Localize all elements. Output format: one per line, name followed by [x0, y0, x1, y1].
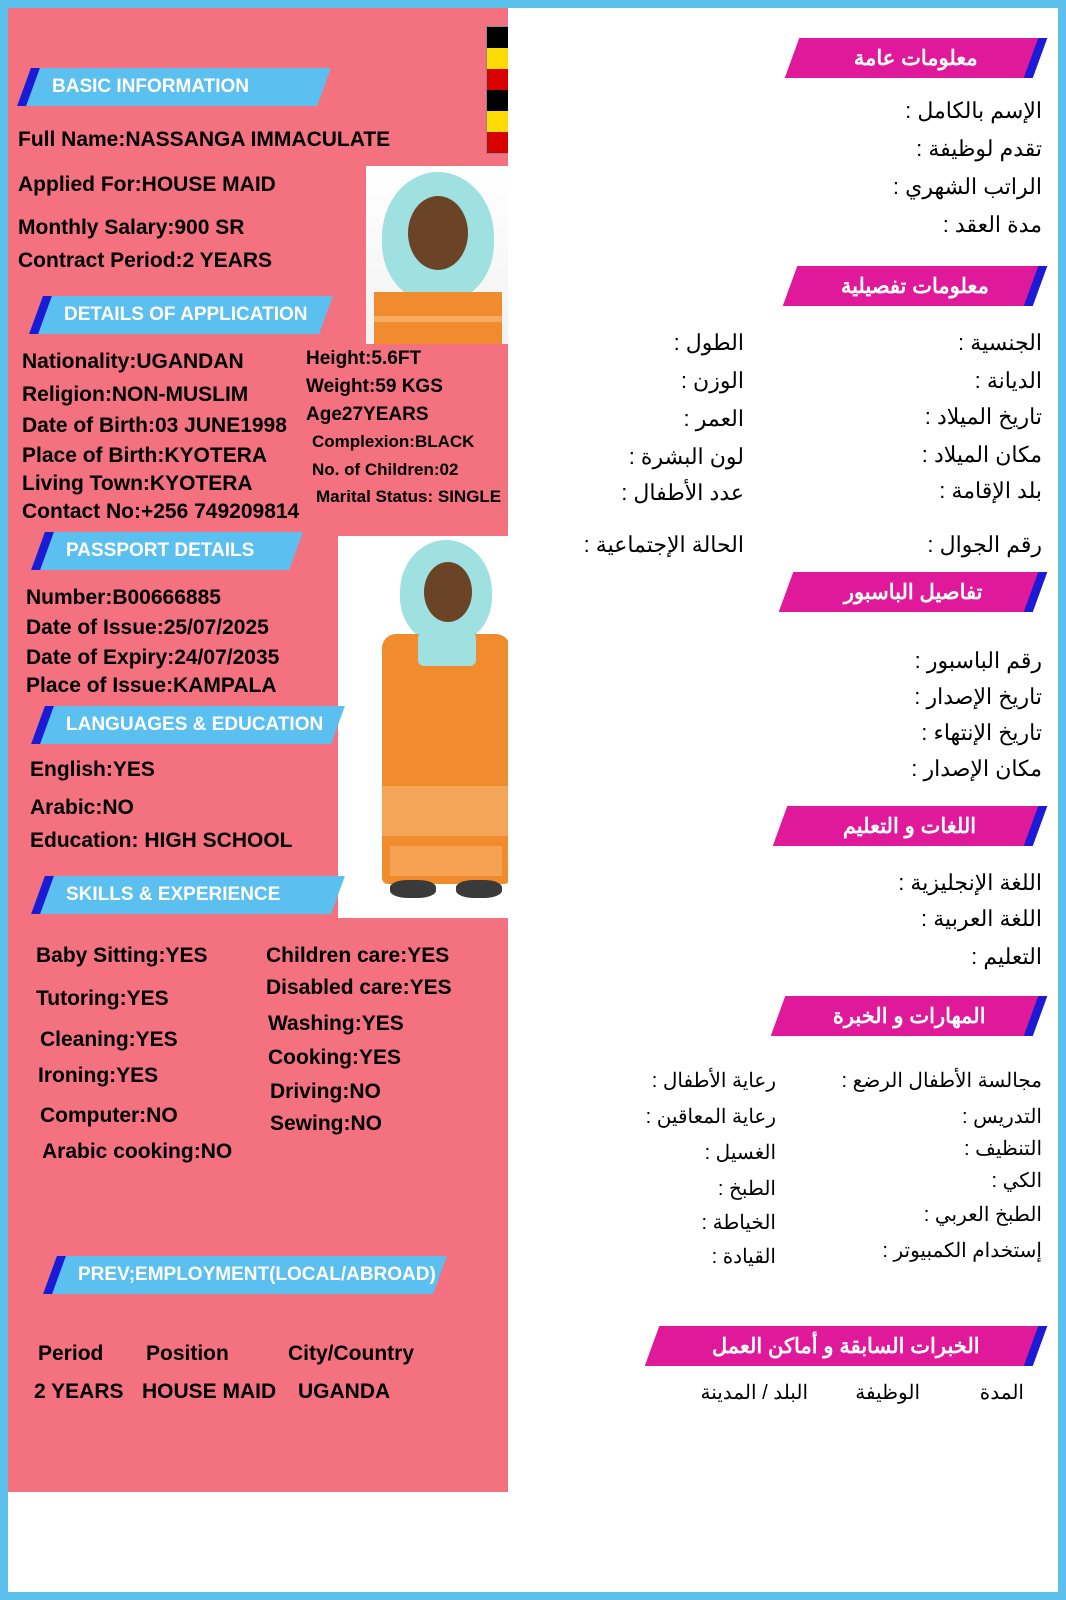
field-children: No. of Children:02	[312, 460, 459, 479]
field-passport-expiry-date: Date of Expiry:24/07/2035	[26, 646, 280, 669]
ar-skill-sewing: الخياطة :	[701, 1212, 776, 1234]
ar-skill-tutoring: التدريس :	[961, 1106, 1042, 1128]
field-education: Education: HIGH SCHOOL	[30, 829, 293, 852]
field-date-of-birth: Date of Birth:03 JUNE1998	[22, 414, 287, 437]
field-age: Age27YEARS	[306, 404, 429, 425]
employment-cell-city-country: UGANDA	[298, 1380, 391, 1403]
skill-baby-sitting: Baby Sitting:YES	[36, 944, 208, 967]
ar-label-complexion: لون البشرة :	[628, 444, 744, 469]
ar-label-pob: مكان الميلاد :	[921, 442, 1042, 467]
skill-washing: Washing:YES	[268, 1012, 404, 1035]
ar-label-children: عدد الأطفال :	[621, 480, 744, 505]
banner-accent-bar	[1024, 996, 1048, 1036]
field-monthly-salary: Monthly Salary:900 SR	[18, 216, 245, 239]
field-full-name: Full Name:NASSANGA IMMACULATE	[18, 128, 391, 151]
ar-skill-children-care: رعاية الأطفال :	[651, 1070, 776, 1092]
bottom-white-band	[8, 1492, 1058, 1592]
ar-banner-label-passport: تفاصيل الباسبور	[843, 580, 983, 604]
banner-label-languages-education: LANGUAGES & EDUCATION	[66, 714, 324, 735]
employment-cell-position: HOUSE MAID	[142, 1380, 277, 1403]
employment-header-period: Period	[38, 1342, 104, 1365]
field-passport-issue-date: Date of Issue:25/07/2025	[26, 616, 269, 639]
ar-employment-header-position: الوظيفة	[855, 1382, 920, 1404]
ar-banner-languages	[773, 806, 1048, 846]
banner-label-basic-information: BASIC INFORMATION	[52, 76, 250, 97]
banner-accent-bar	[1024, 806, 1048, 846]
cv-page	[8, 8, 1058, 1592]
ar-skill-washing: الغسيل :	[704, 1142, 776, 1164]
banner-basic-information	[17, 68, 331, 106]
ar-banner-general	[785, 38, 1048, 78]
ar-label-residence: بلد الإقامة :	[939, 478, 1042, 503]
field-weight: Weight:59 KGS	[306, 376, 443, 397]
ar-skill-computer: إستخدام الكمبيوتر :	[882, 1240, 1042, 1262]
skill-tutoring: Tutoring:YES	[36, 987, 169, 1010]
field-arabic: Arabic:NO	[30, 796, 134, 819]
skill-children-care: Children care:YES	[266, 944, 450, 967]
ar-banner-label-skills: المهارات و الخبرة	[832, 1004, 986, 1028]
ar-employment-header-city-country: البلد / المدينة	[700, 1382, 808, 1404]
ar-label-applied-for: تقدم لوظيفة :	[916, 136, 1042, 161]
banner-label-passport-details: PASSPORT DETAILS	[66, 540, 255, 561]
ar-label-age: العمر :	[683, 406, 744, 431]
banner-accent-bar	[1024, 266, 1048, 306]
employment-header-position: Position	[146, 1342, 229, 1365]
ar-skill-babysitting: مجالسة الأطفال الرضع :	[841, 1070, 1042, 1092]
ar-label-passport-expiry: تاريخ الإنتهاء :	[921, 720, 1042, 745]
ar-banner-employment	[645, 1326, 1048, 1366]
skill-ironing: Ironing:YES	[38, 1064, 159, 1087]
applicant-portrait-photo	[366, 166, 510, 344]
ar-label-full-name: الإسم بالكامل :	[905, 98, 1042, 123]
ar-banner-label-employment: الخبرات السابقة و أماكن العمل	[712, 1334, 980, 1358]
ar-skill-ironing: الكي :	[991, 1170, 1042, 1192]
ar-label-passport-issue: تاريخ الإصدار :	[914, 684, 1042, 709]
skill-driving: Driving:NO	[270, 1080, 381, 1103]
ar-label-monthly-salary: الراتب الشهري :	[892, 174, 1042, 199]
field-religion: Religion:NON-MUSLIM	[22, 383, 249, 406]
ar-label-height: الطول :	[673, 330, 744, 355]
ar-banner-passport	[779, 572, 1048, 612]
skill-cleaning: Cleaning:YES	[40, 1028, 178, 1051]
field-contact-no: Contact No:+256 749209814	[22, 500, 300, 523]
banner-label-details-of-application: DETAILS OF APPLICATION	[64, 304, 308, 325]
banner-skills-experience	[31, 876, 345, 914]
skill-cooking: Cooking:YES	[268, 1046, 402, 1069]
banner-details-of-application	[29, 296, 333, 334]
ar-banner-label-languages: اللغات و التعليم	[843, 814, 977, 838]
ar-employment-header-period: المدة	[979, 1382, 1024, 1404]
field-marital-status: Marital Status: SINGLE	[316, 487, 502, 506]
field-passport-place-of-issue: Place of Issue:KAMPALA	[26, 674, 277, 697]
skill-sewing: Sewing:NO	[270, 1112, 383, 1135]
banner-accent-bar	[1024, 572, 1048, 612]
ar-label-nationality: الجنسية :	[958, 330, 1042, 355]
ar-banner-label-detailed: معلومات تفصيلية	[841, 274, 989, 298]
ar-label-weight: الوزن :	[680, 368, 744, 393]
ar-label-passport-place: مكان الإصدار :	[911, 756, 1042, 781]
ar-skill-arabic-cooking: الطبخ العربي :	[923, 1204, 1042, 1226]
right-panel	[508, 8, 1058, 1492]
field-contract-period: Contract Period:2 YEARS	[18, 249, 272, 272]
skill-arabic-cooking: Arabic cooking:NO	[42, 1140, 233, 1163]
field-english: English:YES	[30, 758, 155, 781]
field-nationality: Nationality:UGANDAN	[22, 350, 244, 373]
banner-prev-employment	[43, 1256, 447, 1294]
ar-label-passport-number: رقم الباسبور :	[914, 648, 1042, 673]
field-applied-for: Applied For:HOUSE MAID	[18, 173, 276, 196]
field-passport-number: Number:B00666885	[26, 586, 221, 609]
field-place-of-birth: Place of Birth:KYOTERA	[22, 444, 268, 467]
banner-accent-bar	[1024, 1326, 1048, 1366]
banner-label-prev-employment: PREV;EMPLOYMENT(LOCAL/ABROAD)	[78, 1264, 436, 1285]
ar-label-mobile: رقم الجوال :	[927, 532, 1042, 557]
ar-skill-cleaning: التنظيف :	[964, 1138, 1042, 1160]
skill-computer: Computer:NO	[40, 1104, 178, 1127]
ar-label-dob: تاريخ الميلاد :	[924, 404, 1042, 429]
skill-disabled-care: Disabled care:YES	[266, 976, 452, 999]
ar-banner-label-general: معلومات عامة	[854, 46, 978, 70]
employment-header-city-country: City/Country	[288, 1342, 414, 1365]
ar-banner-skills	[771, 996, 1048, 1036]
banner-languages-education	[31, 706, 345, 744]
ar-label-arabic: اللغة العربية :	[921, 906, 1042, 931]
banner-accent-bar	[1024, 38, 1048, 78]
ar-label-english: اللغة الإنجليزية :	[898, 870, 1042, 895]
ar-label-contract-period: مدة العقد :	[942, 212, 1042, 237]
ar-label-marital-status: الحالة الإجتماعية :	[583, 532, 744, 557]
ar-banner-detailed	[783, 266, 1048, 306]
ar-label-education: التعليم :	[971, 944, 1042, 969]
banner-passport-details	[31, 532, 303, 570]
field-complexion: Complexion:BLACK	[312, 432, 475, 451]
ar-skill-cooking: الطبخ :	[717, 1178, 776, 1200]
ar-skill-driving: القيادة :	[711, 1246, 776, 1268]
employment-cell-period: 2 YEARS	[34, 1380, 124, 1403]
field-height: Height:5.6FT	[306, 348, 422, 369]
field-living-town: Living Town:KYOTERA	[22, 472, 253, 495]
ar-label-religion: الديانة :	[974, 368, 1042, 393]
banner-label-skills-experience: SKILLS & EXPERIENCE	[66, 884, 281, 905]
ar-skill-disabled-care: رعاية المعاقين :	[645, 1106, 776, 1128]
